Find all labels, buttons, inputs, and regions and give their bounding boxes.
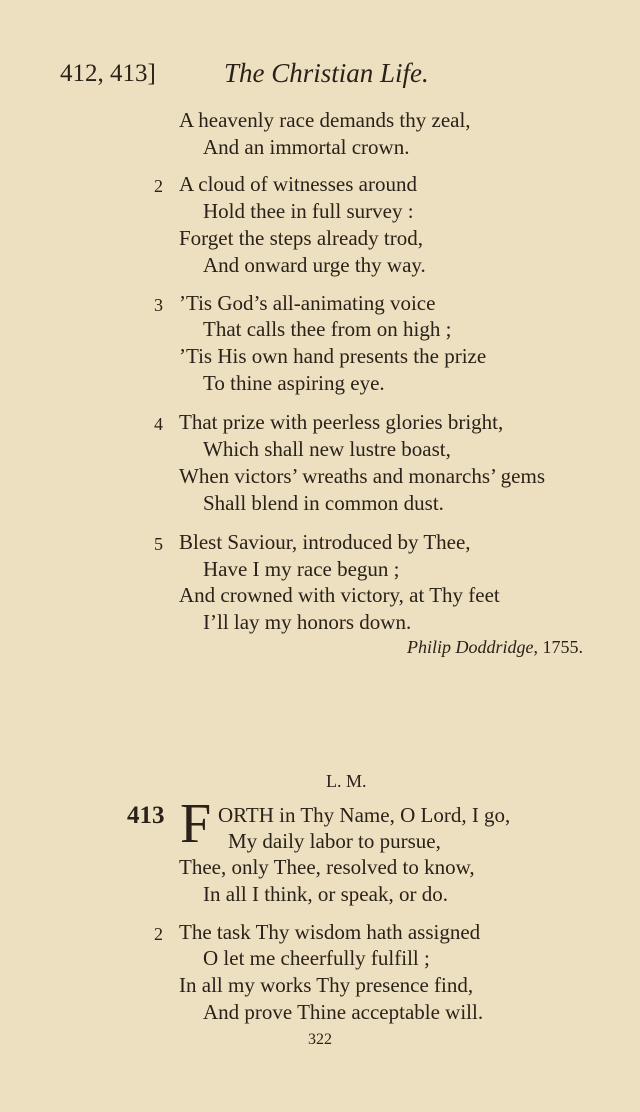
verse-number: 3 (154, 295, 163, 315)
verse-line: ORTH in Thy Name, O Lord, I go, (218, 803, 511, 827)
verse-line: Have I my race begun ; (203, 557, 400, 581)
verse-line: Shall blend in common dust. (203, 491, 444, 515)
verse-number: 2 (154, 176, 163, 196)
verse-line: The task Thy wisdom hath assigned (179, 920, 481, 944)
author-name: Philip Doddridge (407, 637, 534, 657)
verse-line: Which shall new lustre boast, (203, 437, 451, 461)
verse-line: And an immortal crown. (203, 135, 410, 159)
verse-line: ’Tis His own hand presents the prize (179, 344, 487, 368)
verse-number: 5 (154, 534, 163, 554)
verse-line: My daily labor to pursue, (228, 829, 441, 853)
author-attribution (407, 637, 583, 658)
hymn-number: 413 (127, 802, 165, 829)
verse-line: And crowned with victory, at Thy feet (179, 583, 500, 607)
verse-number: 2 (154, 924, 163, 944)
verse-line: And prove Thine acceptable will. (203, 1000, 484, 1024)
verse-number: 4 (154, 414, 163, 434)
drop-cap: F (180, 793, 212, 855)
verse-line: And onward urge thy way. (203, 253, 426, 277)
running-head-hymn-numbers: 412, 413] (60, 60, 156, 87)
verse-line: A heavenly race demands thy zeal, (179, 108, 471, 132)
verse-line: When victors’ wreaths and monarchs’ gems (179, 464, 546, 488)
page-number: 322 (308, 1031, 332, 1048)
meter-label: L. M. (326, 771, 367, 791)
verse-line: ’Tis God’s all-animating voice (179, 291, 436, 315)
verse-line: Hold thee in full survey : (203, 199, 414, 223)
verse-line: To thine aspiring eye. (203, 371, 385, 395)
running-head-title: The Christian Life. (224, 58, 429, 88)
verse-line: That prize with peerless glories bright, (179, 410, 504, 434)
author-year: , 1755. (533, 637, 583, 657)
verse-line: In all I think, or speak, or do. (203, 882, 448, 906)
verse-line: That calls thee from on high ; (203, 317, 452, 341)
verse-line: I’ll lay my honors down. (203, 610, 412, 634)
verse-line: A cloud of witnesses around (179, 172, 417, 196)
verse-line: In all my works Thy presence find, (179, 973, 474, 997)
verse-line: O let me cheerfully fulfill ; (203, 946, 430, 970)
verse-line: Forget the steps already trod, (179, 226, 423, 250)
verse-line: Thee, only Thee, resolved to know, (179, 855, 475, 879)
verse-line: Blest Saviour, introduced by Thee, (179, 530, 471, 554)
